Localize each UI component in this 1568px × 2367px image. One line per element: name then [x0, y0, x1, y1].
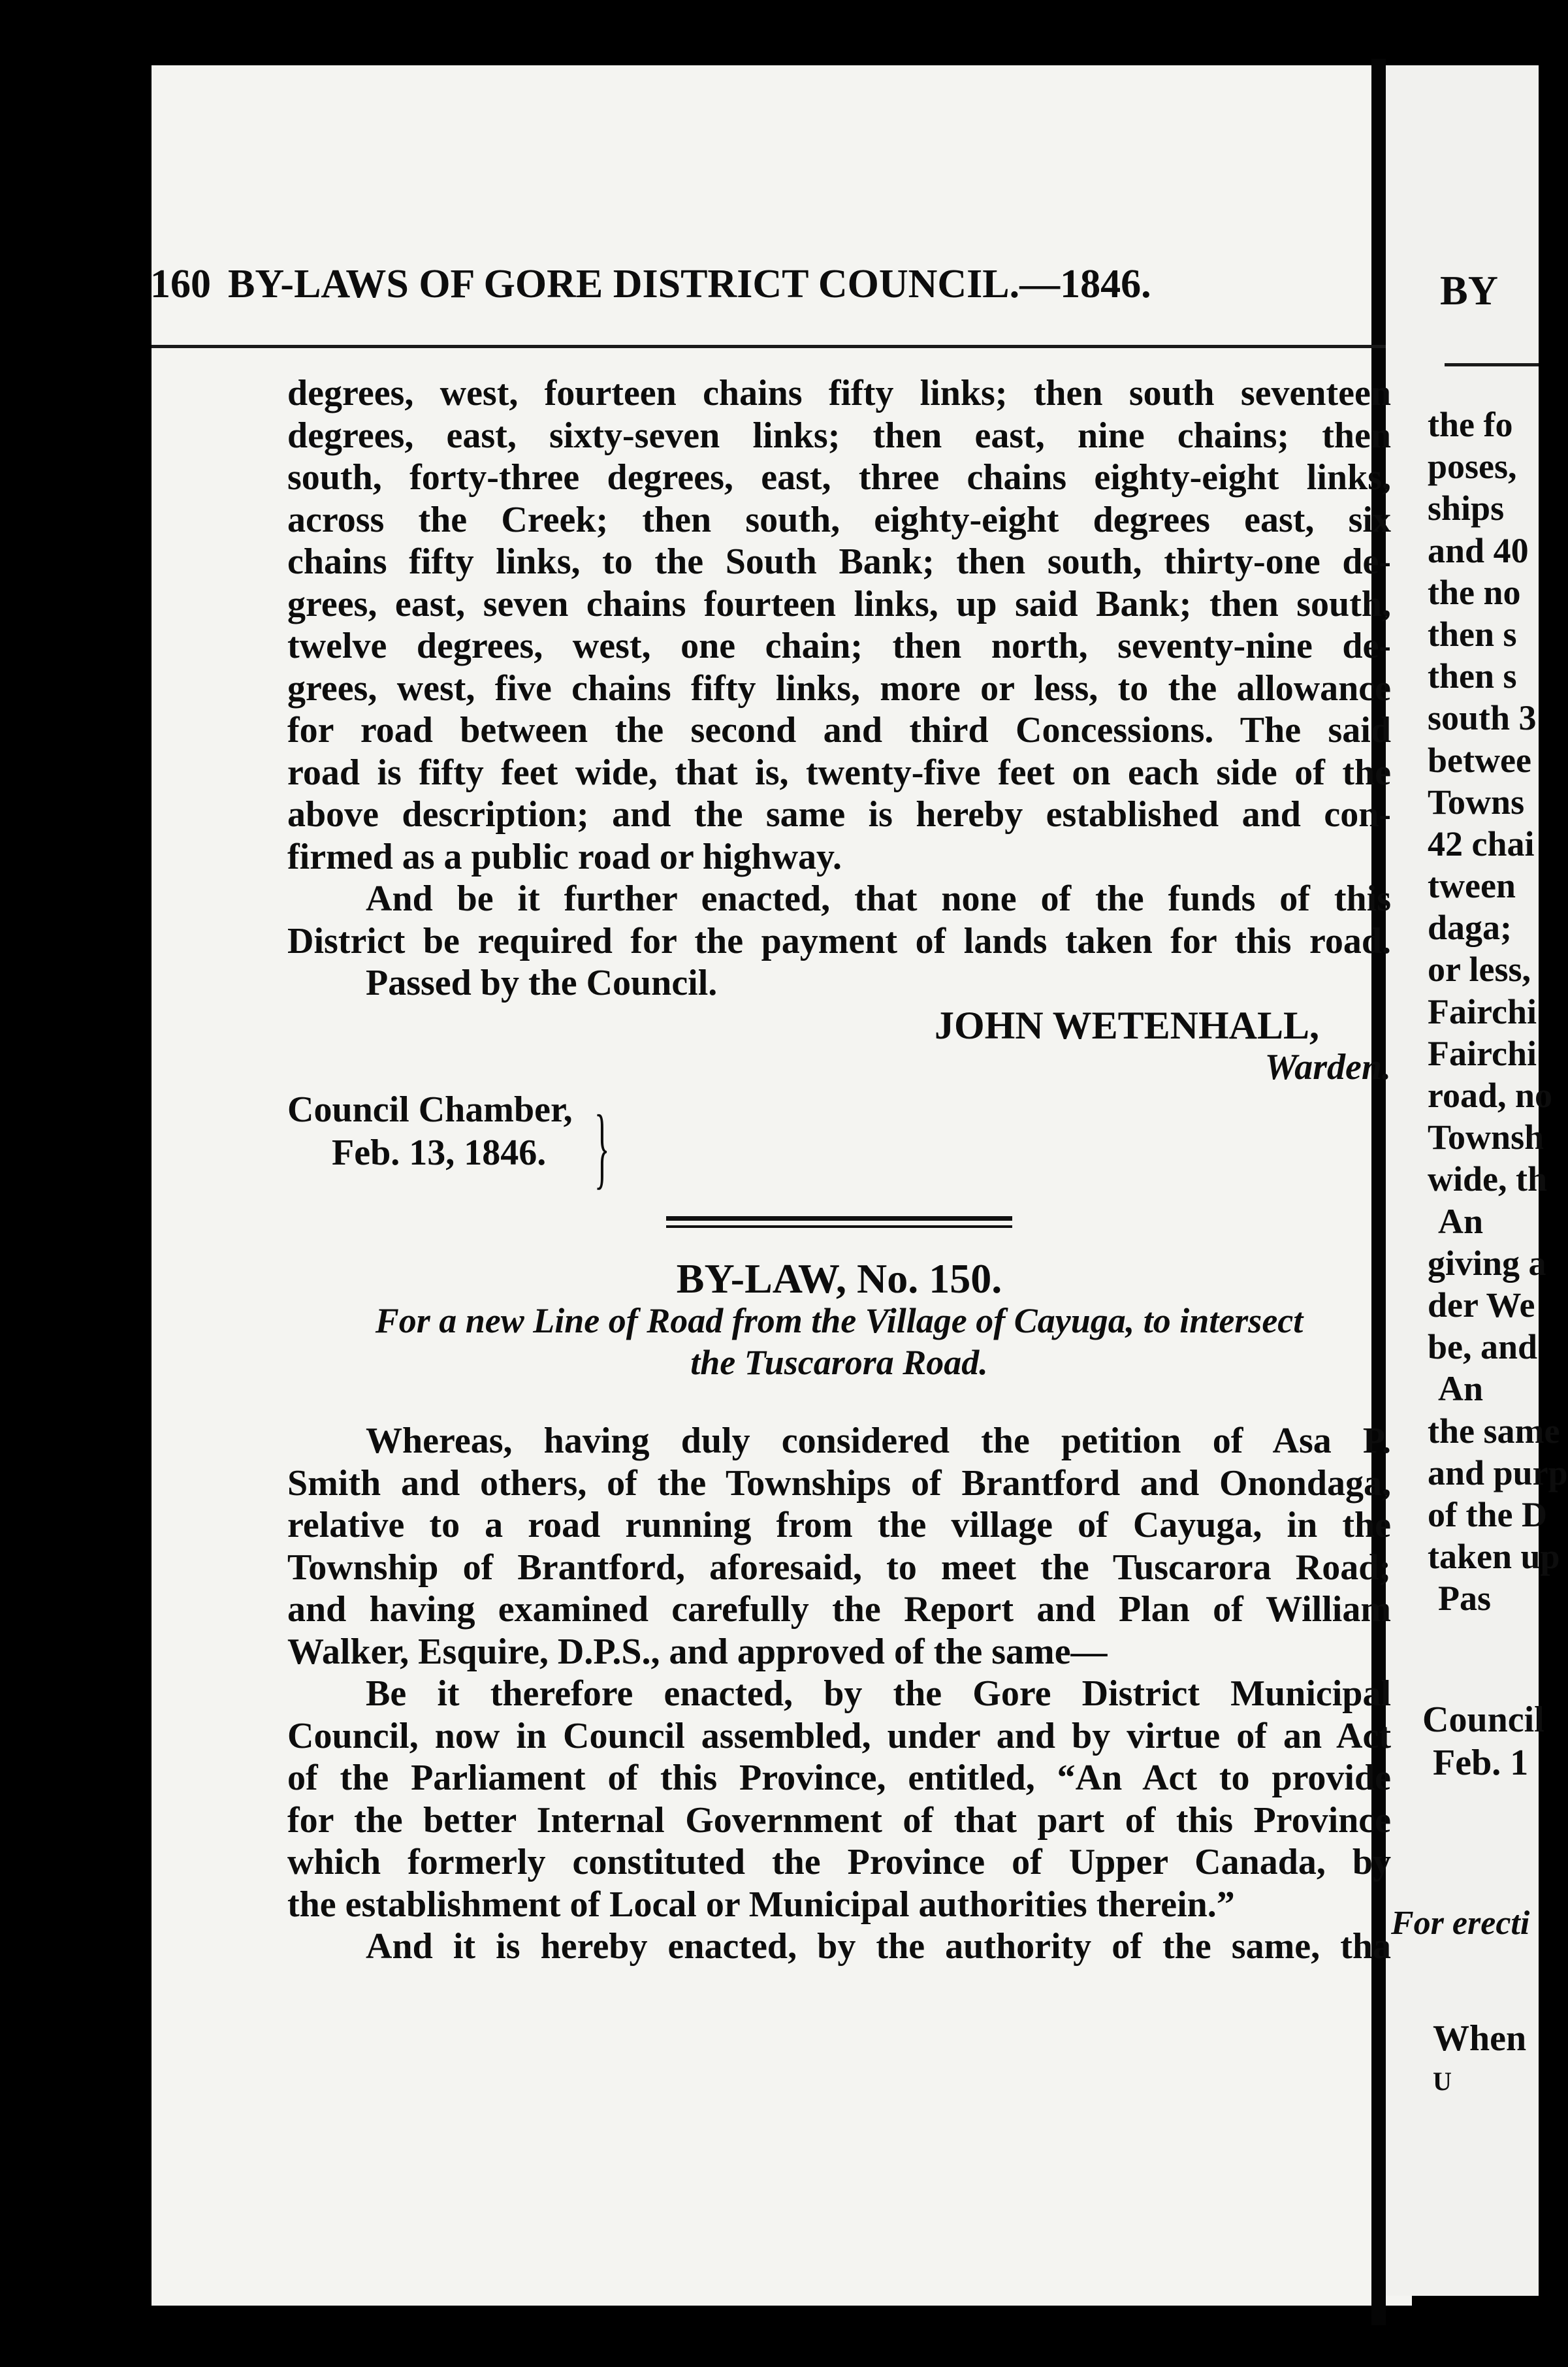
text-line: degrees, east, sixty-seven links; then east, nine chains; then	[287, 415, 1391, 456]
text-line: Township of Brantford, aforesaid, to meet the Tuscarora Road;	[287, 1547, 1391, 1588]
council-chamber-block	[287, 1089, 1391, 1198]
text-line: road is fifty feet wide, that is, twenty-five feet on each side of the	[287, 752, 1391, 793]
text-line: south, forty-three degrees, east, three chains eighty-eight links,	[287, 457, 1391, 498]
fragment-line: daga;	[1428, 908, 1512, 948]
whereas-paragraph	[287, 1420, 1391, 1673]
fragment-line: Pas	[1438, 1579, 1491, 1618]
fragment-line: giving a	[1428, 1243, 1546, 1283]
fragment-line: then s	[1428, 656, 1517, 696]
feb-fragment: Feb. 1	[1433, 1743, 1529, 1783]
text-line: And be it further enacted, that none of the funds of this	[366, 878, 1391, 919]
brace-glyph: }	[594, 1096, 610, 1198]
text-line: across the Creek; then south, eighty-eight degrees east, six	[287, 499, 1391, 540]
date-line: Feb. 13, 1846.	[332, 1132, 547, 1173]
text-line: for the better Internal Government of that part of this Province	[287, 1799, 1391, 1841]
fragment-line: An	[1438, 1201, 1484, 1241]
text-line: firmed as a public road or highway.	[287, 836, 842, 877]
fragment-line: and 40	[1428, 530, 1529, 570]
fragment-line: tween	[1428, 866, 1516, 906]
right-page-lower-fragments	[1391, 1698, 1548, 2103]
bylaw-subtitle	[287, 1300, 1391, 1383]
text-line: which formerly constituted the Province of Upper Canada, by	[287, 1842, 1391, 1882]
text-line: Smith and others, of the Townships of Brantford and Onondaga,	[287, 1462, 1391, 1504]
text-line: for road between the second and third Concessions. The said	[287, 710, 1391, 750]
text-line: and having examined carefully the Report and Plan of William	[287, 1589, 1391, 1630]
text-line: the establishment of Local or Municipal authorities therein.”	[287, 1884, 1235, 1925]
divider-thin	[666, 1225, 1012, 1228]
when-fragment: When	[1433, 2018, 1527, 2059]
spacer	[1391, 1945, 1548, 2017]
fragment-line: road, no	[1428, 1076, 1553, 1115]
fragment-line: the same	[1428, 1411, 1560, 1451]
fragment-line: 42 chai	[1428, 824, 1535, 863]
text-line: Walker, Esquire, D.P.S., and approved of the same—	[287, 1631, 1108, 1672]
running-header	[150, 261, 1391, 308]
subtitle-line: For a new Line of Road from the Village of Cayuga, to intersect	[375, 1301, 1304, 1340]
text-line: of the Parliament of this Province, entitled, “An Act to provide	[287, 1758, 1391, 1798]
fragment-line: Townsh	[1428, 1118, 1544, 1157]
continued-paragraph	[287, 372, 1391, 878]
fragment-line: Fairchi	[1428, 1033, 1537, 1073]
fragment-line: be, and	[1428, 1327, 1538, 1367]
bylaw-title: BY-LAW, No. 150.	[676, 1255, 1002, 1302]
fragment-line: Fairchi	[1428, 991, 1537, 1031]
fragment-line: taken up	[1428, 1537, 1560, 1577]
text-line: degrees, west, fourteen chains fifty links; then south seventeen	[287, 373, 1391, 413]
fragment-line: Towns	[1428, 782, 1525, 822]
council-fragment: Council	[1422, 1699, 1544, 1740]
text-line: Council, now in Council assembled, under and by virtue of an Act	[287, 1715, 1391, 1756]
fragment-line: der We	[1428, 1285, 1535, 1325]
text-line: twelve degrees, west, one chain; then north, seventy-nine de-	[287, 626, 1391, 666]
passed-line: Passed by the Council.	[366, 963, 718, 1003]
spacer	[1391, 1784, 1548, 1902]
text-line: grees, west, five chains fifty links, more or less, to the allowance	[287, 668, 1391, 709]
text-line: District be required for the payment of lands taken for this road.	[287, 920, 1391, 961]
left-page-body	[287, 372, 1391, 1968]
page-number: 160	[150, 262, 211, 306]
fragment-line: or less,	[1428, 950, 1531, 990]
text-line: chains fifty links, to the South Bank; then south, thirty-one de-	[287, 541, 1391, 582]
right-page-header-rule	[1445, 363, 1539, 366]
fragment-line: An	[1438, 1369, 1484, 1409]
right-page-text-fragments	[1396, 404, 1568, 1619]
enacted-paragraph	[287, 1673, 1391, 1925]
fragment-line: then s	[1428, 614, 1517, 654]
fragment-line: ships	[1428, 489, 1505, 528]
fragment-line: of the D	[1428, 1494, 1547, 1534]
running-title: BY-LAWS OF GORE DISTRICT COUNCIL.—1846.	[228, 262, 1151, 306]
fragment-line: the no	[1428, 572, 1521, 612]
signatory-name: JOHN WETENHALL,	[934, 1003, 1319, 1047]
header-rule	[152, 345, 1386, 348]
section-divider	[666, 1216, 1012, 1228]
signature-mark: U	[1433, 2067, 1452, 2096]
further-enacted-paragraph	[287, 878, 1391, 962]
signatory-title: Warden.	[1264, 1047, 1391, 1087]
italic-heading-fragment: For erecti	[1391, 1905, 1530, 1942]
text-line: Be it therefore enacted, by the Gore District Municipal	[366, 1673, 1391, 1714]
place-line: Council Chamber,	[287, 1089, 573, 1130]
fragment-line: the fo	[1428, 405, 1513, 444]
fragment-line: and purp	[1428, 1453, 1568, 1492]
fragment-line: poses,	[1428, 447, 1517, 487]
fragment-line: betwee	[1428, 740, 1531, 780]
text-line: grees, east, seven chains fourteen links, up said Bank; then south,	[287, 583, 1391, 624]
text-line: relative to a road running from the village of Cayuga, in the	[287, 1505, 1391, 1545]
subtitle-line: the Tuscarora Road.	[690, 1343, 988, 1382]
fragment-line: south 3	[1428, 698, 1537, 738]
text-line: Whereas, having duly considered the petition of Asa P.	[366, 1421, 1391, 1461]
final-line: And it is hereby enacted, by the authority of the same, tha	[366, 1926, 1391, 1967]
text-line: above description; and the same is hereby established and con-	[287, 794, 1391, 835]
right-page-header-fragment: BY	[1440, 267, 1498, 314]
divider-thick	[666, 1216, 1012, 1221]
fragment-line: wide, th	[1428, 1159, 1548, 1199]
